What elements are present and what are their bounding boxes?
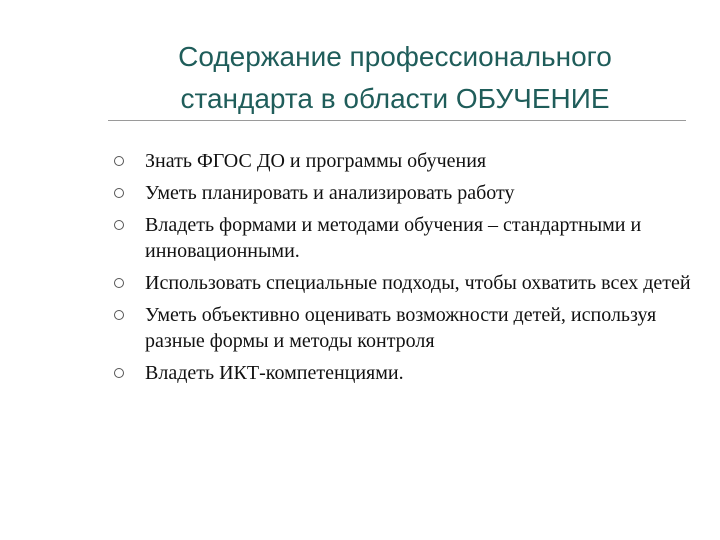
hollow-circle-bullet-icon [114,156,124,166]
bullet-item [112,302,702,354]
bullet-text: Уметь объективно оценивать возможности детей, используя разные формы и методы контроля [145,304,657,352]
bullet-item [112,270,702,296]
bullet-item [112,212,702,264]
bullet-item [112,360,702,386]
slide-title-line-2: стандарта в области ОБУЧЕНИЕ [180,83,610,114]
hollow-circle-bullet-icon [114,368,124,378]
slide-title-line-1: Содержание профессионального [178,41,612,72]
title-divider [108,120,686,121]
hollow-circle-bullet-icon [114,188,124,198]
bullet-text: Знать ФГОС ДО и программы обучения [145,150,487,172]
hollow-circle-bullet-icon [114,278,124,288]
bullet-item [112,148,702,174]
bullet-list [112,148,702,392]
bullet-text: Владеть ИКТ-компетенциями. [145,362,404,384]
bullet-text: Уметь планировать и анализировать работу [145,182,515,204]
bullet-item [112,180,702,206]
hollow-circle-bullet-icon [114,220,124,230]
hollow-circle-bullet-icon [114,310,124,320]
bullet-text: Владеть формами и методами обучения – стандартными и инновационными. [145,214,642,262]
bullet-text: Использовать специальные подходы, чтобы охватить всех детей [145,272,691,294]
slide-title [100,36,690,120]
